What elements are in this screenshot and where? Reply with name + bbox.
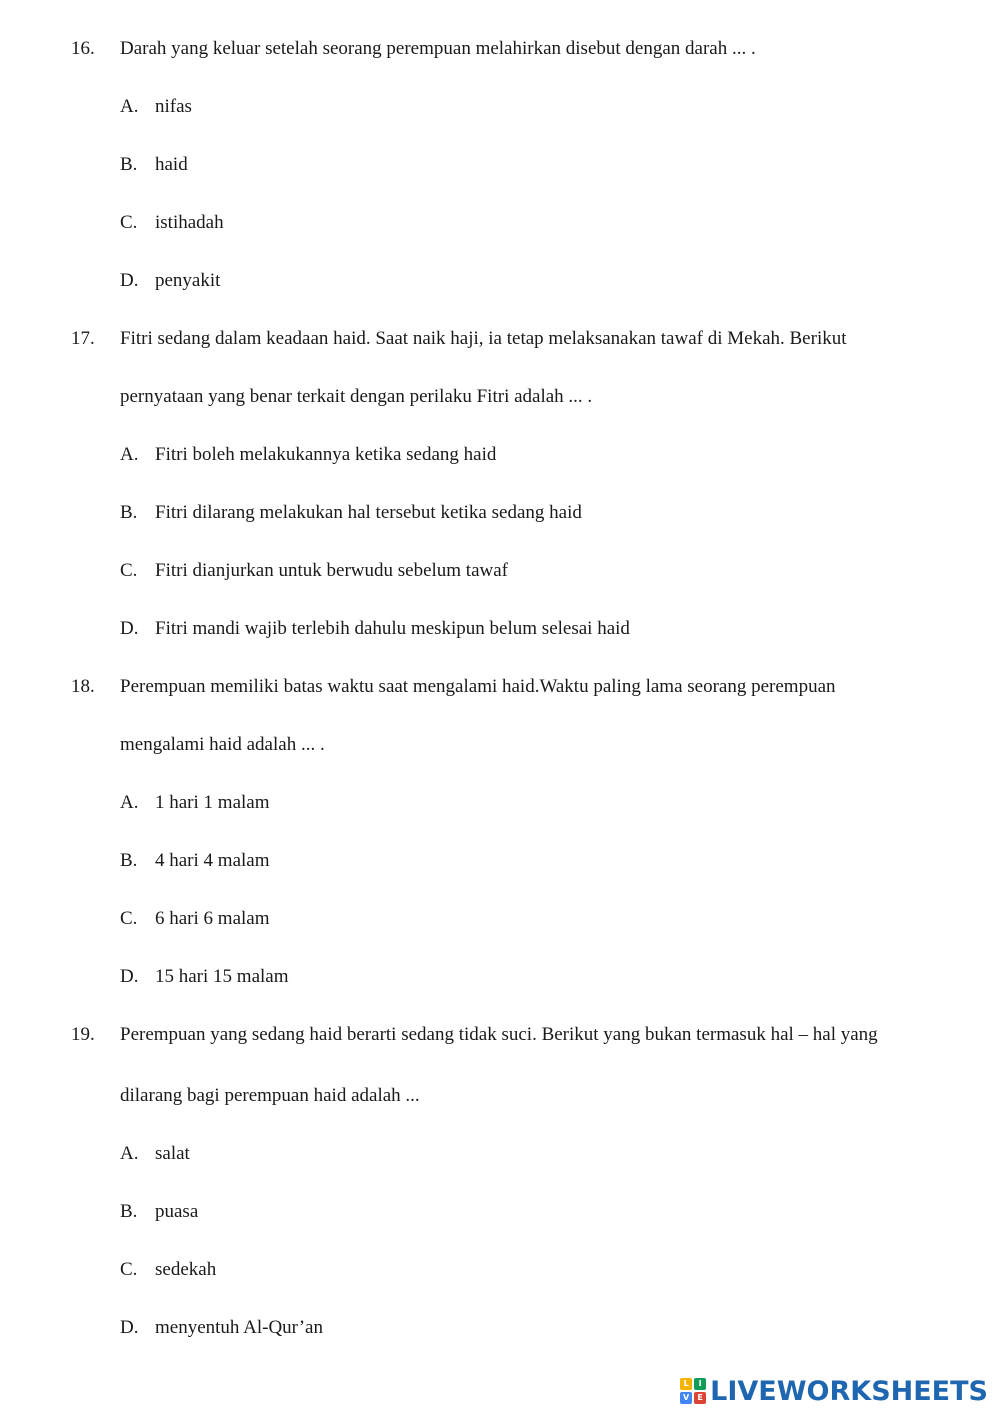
question-18-number: 18. <box>71 676 95 697</box>
question-19-option-d-letter: D. <box>120 1317 139 1338</box>
question-19-option-c-text: sedekah <box>155 1259 217 1280</box>
question-16-option-c-letter: C. <box>120 212 138 233</box>
question-18-text-line-1: Perempuan memiliki batas waktu saat mengalami haid.Waktu paling lama seorang perempuan <box>120 676 836 697</box>
question-16-option-c-text: istihadah <box>155 212 224 233</box>
logo-tile-v: V <box>680 1392 692 1404</box>
question-17-text-line-1: Fitri sedang dalam keadaan haid. Saat naik haji, ia tetap melaksanakan tawaf di Mekah. Berikut <box>120 328 847 349</box>
question-18-option-c-text: 6 hari 6 malam <box>155 908 270 929</box>
question-19-text-line-2: dilarang bagi perempuan haid adalah ... <box>120 1085 420 1106</box>
question-18-option-b-letter: B. <box>120 850 138 871</box>
question-17-option-b-text: Fitri dilarang melakukan hal tersebut ketika sedang haid <box>155 502 582 523</box>
question-16-text: Darah yang keluar setelah seorang perempuan melahirkan disebut dengan darah ... . <box>120 38 756 59</box>
question-18-option-d-letter: D. <box>120 966 139 987</box>
liveworksheets-logo-icon <box>680 1378 706 1404</box>
question-16-option-d-letter: D. <box>120 270 139 291</box>
question-17-option-b-letter: B. <box>120 502 138 523</box>
question-19-option-d-text: menyentuh Al-Qur’an <box>155 1317 323 1338</box>
logo-tile-e: E <box>694 1392 706 1404</box>
question-19-option-b-text: puasa <box>155 1201 199 1222</box>
question-17-option-d-letter: D. <box>120 618 139 639</box>
question-17-option-a-letter: A. <box>120 444 139 465</box>
question-16-option-b-text: haid <box>155 154 188 175</box>
question-16-option-a-text: nifas <box>155 96 192 117</box>
question-18-text-line-2: mengalami haid adalah ... . <box>120 734 325 755</box>
question-17-text-line-2: pernyataan yang benar terkait dengan perilaku Fitri adalah ... . <box>120 386 593 407</box>
question-19-option-c-letter: C. <box>120 1259 138 1280</box>
question-16-option-a-letter: A. <box>120 96 139 117</box>
question-16-option-d-text: penyakit <box>155 270 221 291</box>
question-19-option-a-text: salat <box>155 1143 190 1164</box>
liveworksheets-wordmark: LIVEWORKSHEETS <box>710 1375 988 1407</box>
liveworksheets-logo[interactable] <box>680 1375 988 1407</box>
logo-tile-l: L <box>680 1378 692 1390</box>
question-18-option-d-text: 15 hari 15 malam <box>155 966 289 987</box>
logo-tile-i: I <box>694 1378 706 1390</box>
question-18-option-a-letter: A. <box>120 792 139 813</box>
question-16-number: 16. <box>71 38 95 59</box>
question-18-option-c-letter: C. <box>120 908 138 929</box>
question-18-option-b-text: 4 hari 4 malam <box>155 850 270 871</box>
question-17-option-d-text: Fitri mandi wajib terlebih dahulu meskipun belum selesai haid <box>155 618 630 639</box>
question-19-option-b-letter: B. <box>120 1201 138 1222</box>
question-17-number: 17. <box>71 328 95 349</box>
question-16-option-b-letter: B. <box>120 154 138 175</box>
question-18-option-a-text: 1 hari 1 malam <box>155 792 270 813</box>
question-17-option-c-text: Fitri dianjurkan untuk berwudu sebelum tawaf <box>155 560 509 581</box>
question-17-option-a-text: Fitri boleh melakukannya ketika sedang haid <box>155 444 497 465</box>
question-19-number: 19. <box>71 1024 95 1045</box>
question-19-option-a-letter: A. <box>120 1143 139 1164</box>
question-17-option-c-letter: C. <box>120 560 138 581</box>
question-19-text-line-1: Perempuan yang sedang haid berarti sedang tidak suci. Berikut yang bukan termasuk hal – hal yang <box>120 1024 878 1045</box>
